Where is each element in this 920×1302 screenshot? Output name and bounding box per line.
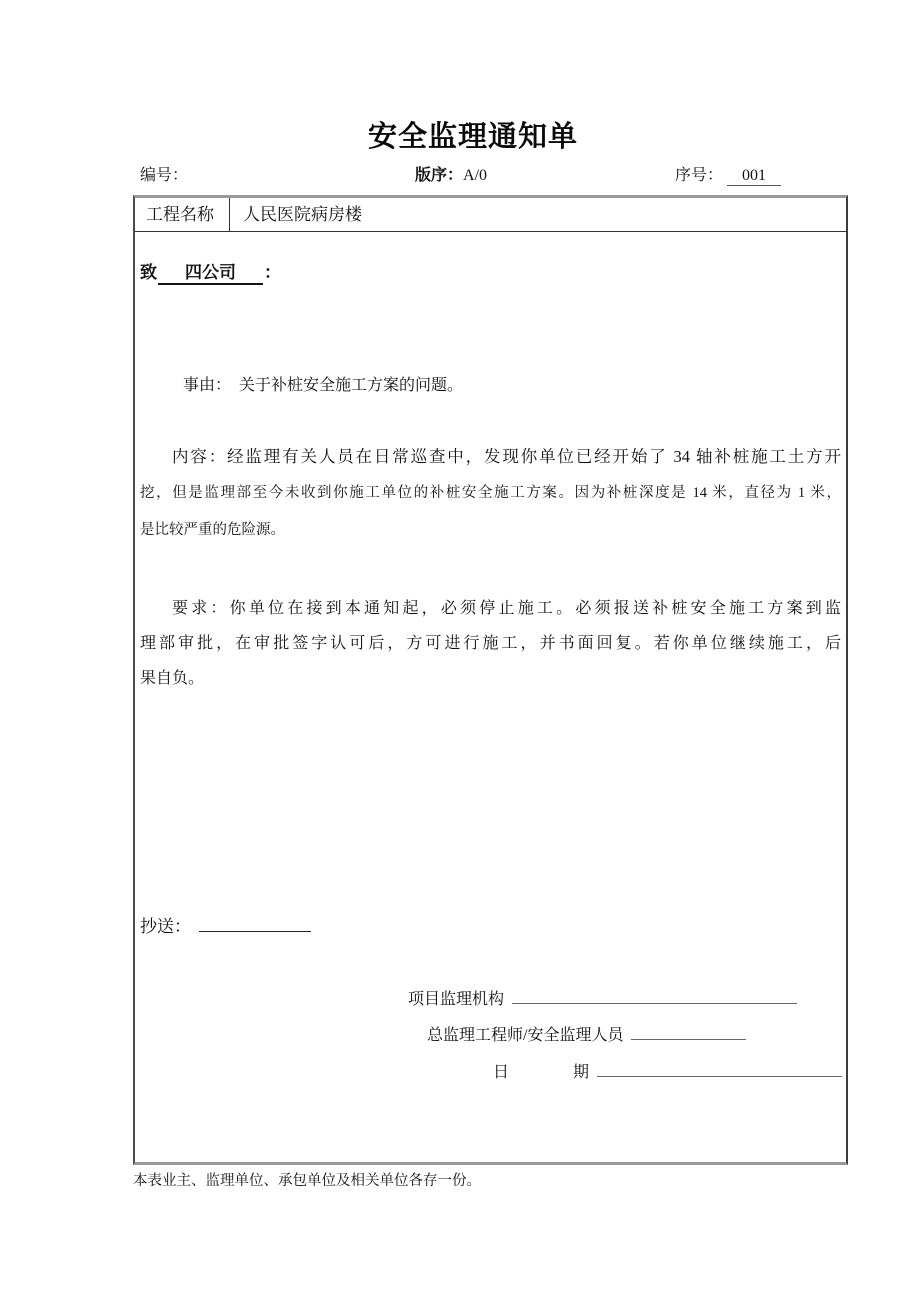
request-paragraph (140, 591, 841, 696)
version-value: A/0 (463, 167, 488, 184)
project-name-row (135, 198, 846, 232)
meta-row (0, 162, 920, 186)
recipient-line (140, 258, 281, 285)
project-name-label: 工程名称 (135, 198, 230, 231)
request-line: 果自负。 (140, 670, 205, 687)
version-field (415, 162, 487, 185)
signature-org-label: 项目监理机构 (408, 991, 505, 1008)
cc-label: 抄送： (140, 917, 191, 936)
request-line: 理部审批，在审批签字认可后，方可进行施工，并书面回复。若你单位继续施工，后 (140, 635, 841, 652)
signature-chief-label: 总监理工程师/安全监理人员 (427, 1027, 624, 1044)
content-paragraph (140, 438, 841, 549)
request-line: 要求：你单位在接到本通知起，必须停止施工。必须报送补桩安全施工方案到监 (172, 600, 841, 617)
serial-label: 序号： (675, 167, 724, 184)
serial-field (675, 162, 781, 186)
signature-chief-row (427, 1021, 746, 1045)
recipient-prefix: 致 (140, 263, 157, 282)
content-line: 内容：经监理有关人员在日常巡查中，发现你单位已经开始了 34 轴补桩施工土方开 (172, 447, 841, 466)
footer-note: 本表业主、监理单位、承包单位及相关单位各存一份。 (133, 1173, 481, 1189)
cc-line (140, 912, 311, 937)
content-line: 挖，但是监理部至今未收到你施工单位的补桩安全施工方案。因为补桩深度是 14 米，直径为 1 米， (140, 485, 841, 501)
content-line: 是比较严重的危险源。 (140, 522, 285, 538)
signature-chief-blank-line (631, 1021, 746, 1040)
project-name-value: 人民医院病房楼 (243, 205, 362, 224)
recipient-colon: ： (264, 263, 281, 282)
signature-date-row (493, 1058, 842, 1082)
signature-date-blank-line (597, 1058, 842, 1077)
document-title: 安全监理通知单 (367, 121, 578, 153)
signature-date-label: 日 期 (493, 1064, 590, 1081)
signature-org-blank-line (512, 985, 797, 1004)
notice-form-box (133, 195, 848, 1165)
doc-number-label: 编号： (140, 167, 189, 184)
serial-value: 001 (727, 167, 781, 186)
subject-line: 事由： 关于补桩安全施工方案的问题。 (183, 377, 464, 394)
signature-org-row (408, 985, 797, 1009)
recipient-field: 四公司 (158, 258, 263, 285)
cc-blank-line (199, 913, 311, 932)
version-label: 版序： (415, 167, 464, 184)
